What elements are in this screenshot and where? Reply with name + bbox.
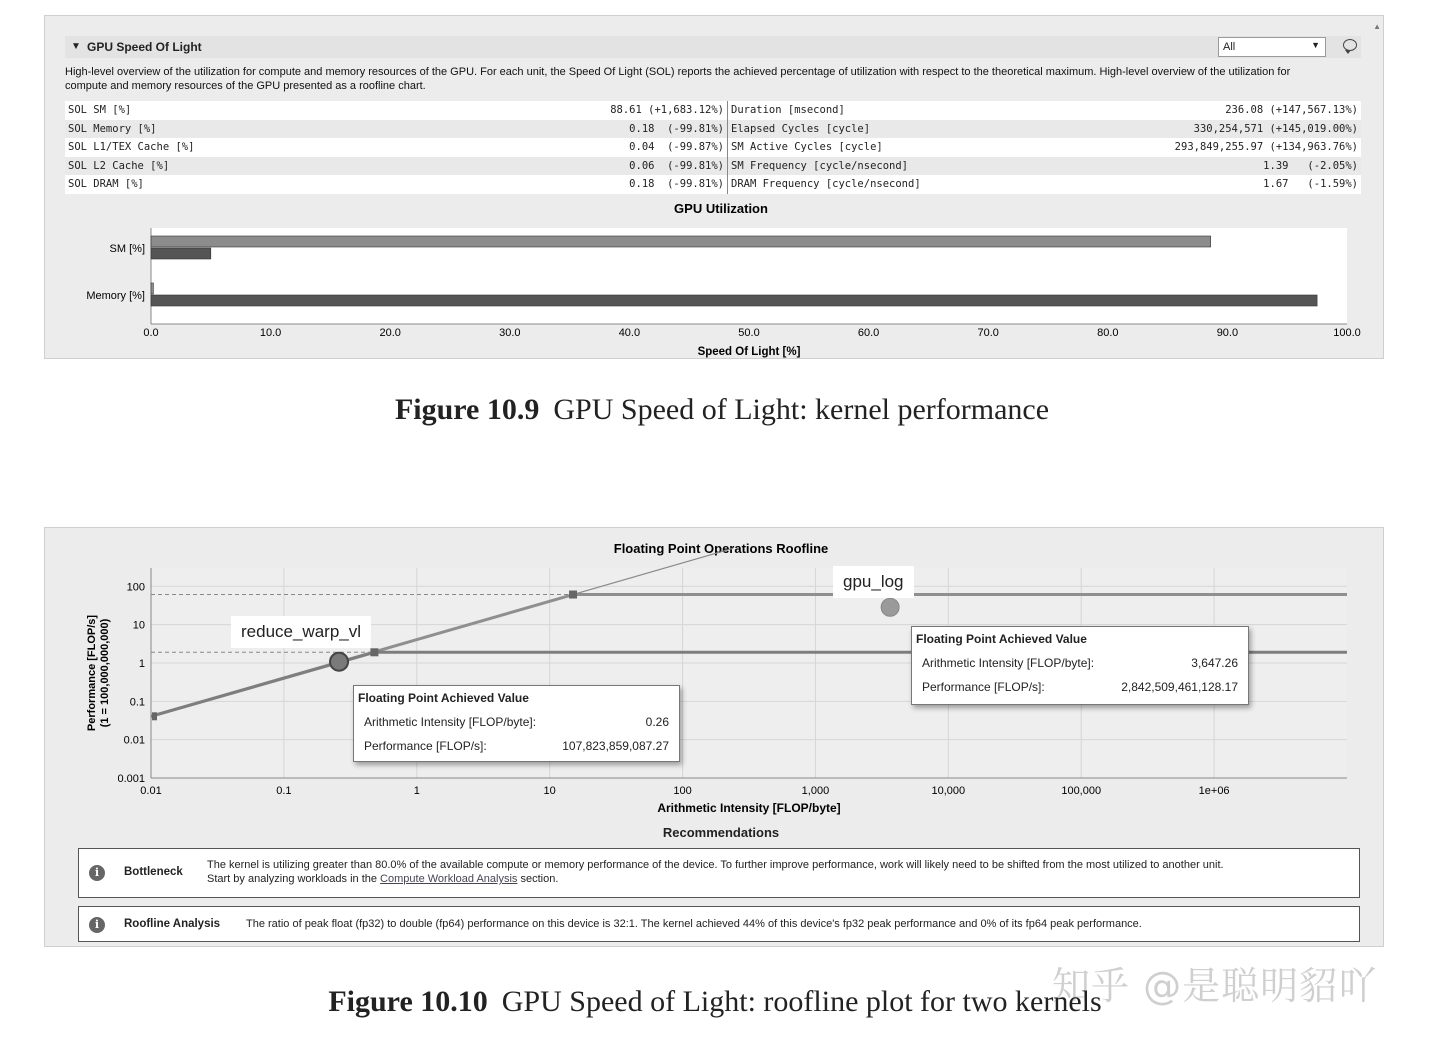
y-tick-label: 0.1 (129, 696, 145, 709)
metric-value: 1.39 (-2.05%) (1034, 157, 1361, 176)
x-axis-label: Arithmetic Intensity [FLOP/byte] (657, 801, 841, 815)
metric-value: 1.67 (-1.59%) (1034, 175, 1361, 194)
achieved-value-point (881, 598, 899, 616)
chart-title: GPU Utilization (674, 201, 768, 216)
y-tick-label: 1 (138, 657, 145, 670)
recommendation-text-pre: Start by analyzing workloads in the (207, 873, 381, 885)
y-tick-label: 0.001 (117, 773, 145, 785)
metrics-row (65, 101, 1361, 120)
metric-value: 88.61 (+1,683.12%) (491, 101, 728, 120)
slope-start-marker (152, 712, 157, 720)
x-tick-label: 30.0 (499, 327, 521, 339)
tooltip-perf-value: 107,823,859,087.27 (562, 739, 669, 753)
comment-icon[interactable] (1343, 39, 1357, 51)
tooltip-title: Floating Point Achieved Value (916, 632, 1087, 646)
tooltip-perf-label: Performance [FLOP/s]: (364, 739, 487, 753)
tooltip-title: Floating Point Achieved Value (358, 691, 529, 705)
recommendation-name: Roofline Analysis (124, 918, 221, 930)
figure-caption-text: GPU Speed of Light: kernel performance (553, 393, 1050, 426)
metric-value: 0.04 (-99.87%) (491, 138, 728, 157)
section-title: GPU Speed Of Light (87, 40, 202, 54)
utilization-bar (151, 295, 1317, 306)
metric-value: 0.06 (-99.81%) (491, 157, 728, 176)
recommendations-title: Recommendations (662, 825, 780, 840)
recommendation-text: The ratio of peak float (fp32) to double (fp64) performance on this device is 32:1. The kernel achieved 44% of this device's fp32 peak performance and 0% of its fp64 peak performance. (246, 918, 1142, 930)
scroll-up-arrow-icon[interactable]: ▲ (1373, 22, 1381, 31)
tooltip-perf-value: 2,842,509,461,128.17 (1121, 680, 1238, 694)
x-tick-label: 40.0 (618, 327, 641, 339)
figure-caption-text: GPU Speed of Light: roofline plot for two kernels (501, 985, 1102, 1018)
metric-name: Duration [msecond] (728, 101, 1035, 120)
tooltip-gpu-log (911, 626, 1249, 705)
x-tick-label: 100,000 (1061, 785, 1102, 797)
tooltip-ai-value: 3,647.26 (1191, 656, 1238, 670)
x-axis-label: Speed Of Light [%] (697, 346, 801, 358)
metrics-row (65, 120, 1361, 139)
info-icon: i (89, 917, 105, 933)
x-tick-label: 0.01 (140, 785, 162, 797)
metric-value: 0.18 (-99.81%) (491, 120, 728, 139)
y-tick-label: 0.01 (123, 734, 145, 747)
roofline-panel (44, 527, 1384, 947)
utilization-bar (151, 236, 1211, 247)
collapse-triangle-icon[interactable]: ▼ (71, 41, 81, 52)
ridge-point-marker (569, 591, 577, 599)
metric-name: SM Active Cycles [cycle] (728, 138, 1035, 157)
y-axis-label: Performance [FLOP/s] (86, 614, 98, 732)
metric-value: 330,254,571 (+145,019.00%) (1034, 120, 1361, 139)
x-tick-label: 70.0 (977, 327, 999, 339)
metric-name: SOL SM [%] (65, 101, 491, 120)
category-label: Memory [%] (86, 290, 145, 302)
filter-dropdown[interactable] (1218, 37, 1326, 57)
achieved-value-point (330, 653, 348, 671)
metrics-row (65, 138, 1361, 157)
recommendation-bottleneck[interactable] (78, 848, 1360, 898)
metric-name: SOL Memory [%] (65, 120, 491, 139)
x-tick-label: 1e+06 (1198, 785, 1230, 797)
x-tick-label: 10.0 (259, 327, 282, 339)
kernel-label-reduce-warp: reduce_warp_vl (231, 616, 371, 648)
metric-name: DRAM Frequency [cycle/nsecond] (728, 175, 1035, 194)
recommendation-roofline-analysis[interactable] (78, 906, 1360, 942)
chevron-down-icon: ▼ (1311, 40, 1320, 50)
metric-name: SOL DRAM [%] (65, 175, 491, 194)
x-tick-label: 80.0 (1097, 327, 1119, 339)
utilization-bar (151, 283, 153, 294)
figure-number: Figure 10.10 (328, 985, 488, 1018)
utilization-bar (151, 248, 211, 259)
y-tick-label: 10 (132, 619, 145, 632)
x-tick-label: 90.0 (1216, 327, 1239, 339)
tooltip-ai-label: Arithmetic Intensity [FLOP/byte]: (364, 715, 537, 729)
info-icon: i (89, 865, 105, 881)
metric-value: 293,849,255.97 (+134,963.76%) (1034, 138, 1361, 157)
x-tick-label: 0.0 (143, 327, 159, 339)
recommendation-line-2 (207, 872, 1337, 886)
metrics-table (65, 101, 1361, 194)
figure-caption (0, 985, 1430, 1019)
recommendation-line: The kernel is utilizing greater than 80.0% of the available compute or memory performance of the device. To further improve performance, work will likely need to be shifted from the most utilized to another unit. (207, 859, 1224, 871)
x-tick-label: 1,000 (801, 785, 830, 797)
y-tick-label: 100 (126, 581, 145, 594)
recommendation-name: Bottleneck (124, 866, 183, 878)
gpu-utilization-chart (45, 196, 1384, 359)
x-tick-label: 60.0 (857, 327, 880, 339)
metrics-row (65, 175, 1361, 194)
metric-name: SOL L1/TEX Cache [%] (65, 138, 491, 157)
tooltip-perf-label: Performance [FLOP/s]: (922, 680, 1045, 694)
tooltip-reduce-warp (353, 685, 680, 762)
x-tick-label: 20.0 (379, 327, 401, 339)
metric-name: Elapsed Cycles [cycle] (728, 120, 1035, 139)
section-description: High-level overview of the utilization for compute and memory resources of the GPU. For each unit, the Speed Of Light (SOL) reports the achieved percentage of utilization with respect to the theoretical maximum. High-level overview of the utilization for compute and memory resources of the GPU presented as a roofline chart. (65, 66, 1291, 92)
recommendation-text (207, 858, 1337, 886)
filter-value: All (1223, 41, 1236, 53)
metric-value: 0.18 (-99.81%) (491, 175, 728, 194)
metric-value: 236.08 (+147,567.13%) (1034, 101, 1361, 120)
recommendation-text-post: section. (517, 873, 559, 885)
x-tick-label: 100 (673, 785, 692, 797)
ridge-point-marker (370, 648, 378, 656)
metrics-row (65, 157, 1361, 176)
x-tick-label: 50.0 (738, 327, 760, 339)
watermark: 知乎 @是聪明貂吖 (1052, 964, 1378, 1008)
tooltip-ai-value: 0.26 (645, 715, 669, 729)
x-tick-label: 1 (413, 785, 420, 797)
x-tick-label: 0.1 (276, 785, 292, 797)
chart-title: Floating Point Operations Roofline (613, 541, 829, 556)
figure-number: Figure 10.9 (394, 393, 540, 426)
metric-name: SM Frequency [cycle/nsecond] (728, 157, 1035, 176)
speed-of-light-panel (44, 15, 1384, 359)
metric-name: SOL L2 Cache [%] (65, 157, 491, 176)
section-header[interactable] (65, 36, 1361, 58)
y-axis-label-scale: (1 = 100,000,000,000) (99, 618, 111, 728)
x-tick-label: 100.0 (1333, 327, 1361, 339)
tooltip-ai-label: Arithmetic Intensity [FLOP/byte]: (922, 656, 1095, 670)
category-label: SM [%] (109, 243, 145, 255)
kernel-label-gpu-log: gpu_log (833, 566, 914, 598)
compute-workload-analysis-link[interactable]: Compute Workload Analysis (380, 873, 518, 885)
figure-caption (0, 393, 1444, 427)
x-tick-label: 10,000 (931, 785, 966, 797)
x-tick-label: 10 (543, 785, 556, 797)
